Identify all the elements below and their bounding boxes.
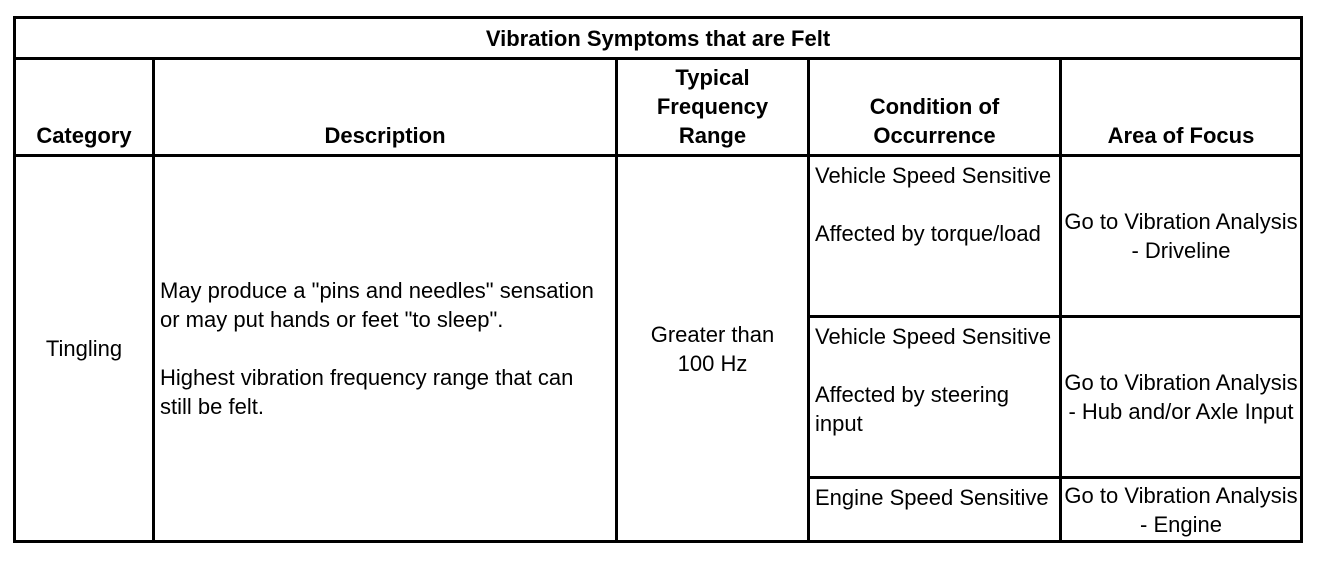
header-condition: [809, 59, 1061, 156]
focus-cell: Go to Vibration Analysis - Hub and/or Axle Input: [1061, 317, 1302, 478]
description-text: Highest vibration frequency range that can still be felt.: [160, 365, 574, 419]
description-text: May produce a "pins and needles" sensation or may put hands or feet "to sleep".: [160, 278, 594, 332]
condition-cell: [809, 478, 1061, 542]
condition-cell: [809, 156, 1061, 317]
header-frequency-range: [617, 59, 809, 156]
description-cell: [154, 156, 617, 542]
focus-cell: Go to Vibration Analysis - Engine: [1061, 478, 1302, 542]
condition-text: Affected by steering input: [815, 382, 1010, 436]
table-row: [15, 156, 1302, 317]
header-frequency-line: Range: [678, 123, 747, 148]
category-cell: Tingling: [15, 156, 154, 542]
frequency-line: Greater than: [650, 321, 775, 347]
header-frequency-line: Typical: [675, 65, 750, 90]
header-frequency-line: Frequency: [656, 94, 769, 119]
condition-text: Vehicle Speed Sensitive: [815, 324, 1052, 349]
condition-cell: [809, 317, 1061, 478]
condition-text: Engine Speed Sensitive: [815, 485, 1049, 510]
focus-cell: Go to Vibration Analysis - Driveline: [1061, 156, 1302, 317]
vibration-symptoms-sheet: [13, 16, 1303, 543]
header-description: Description: [154, 59, 617, 156]
condition-text: Affected by torque/load: [815, 221, 1041, 246]
frequency-line: 100 Hz: [677, 350, 748, 376]
header-category: Category: [15, 59, 154, 156]
header-condition-line: Occurrence: [873, 123, 996, 148]
condition-text: Vehicle Speed Sensitive: [815, 163, 1052, 188]
frequency-cell: [617, 156, 809, 542]
table-title: Vibration Symptoms that are Felt: [15, 18, 1302, 59]
vibration-symptoms-table: [13, 16, 1303, 543]
header-area-of-focus: Area of Focus: [1061, 59, 1302, 156]
header-condition-line: Condition of: [869, 94, 1000, 119]
